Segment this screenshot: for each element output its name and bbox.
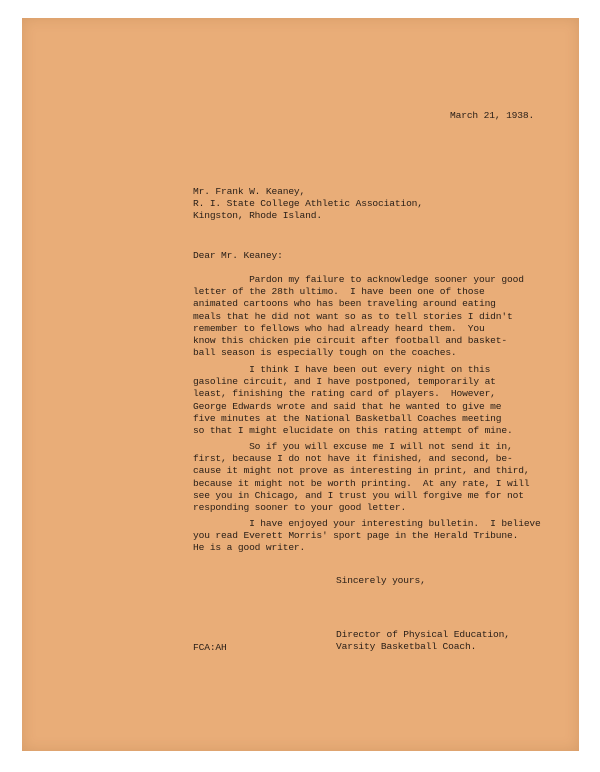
signature-title: Director of Physical Education, Varsity Basketball Coach. xyxy=(336,629,510,653)
body-paragraph-2: I think I have been out every night on this gasoline circuit, and I have postponed, temporarily at least, finishing the rating card of players. However, George Edwards wrote and said that he wanted to give me five minutes at the National Basketball Coaches meeting so that I might elucidate on this rating attempt of mine. xyxy=(193,364,513,437)
letter-sheet xyxy=(22,18,579,751)
salutation: Dear Mr. Keaney: xyxy=(193,250,283,261)
body-paragraph-1: Pardon my failure to acknowledge sooner your good letter of the 28th ultimo. I have been one of those animated cartoons who has been traveling around eating meals that he did not want so as to tell stories I didn't remember to fellows who had already heard them. You know this chicken pie circuit after football and basket- ball season is especially tough on the coaches. xyxy=(193,274,524,359)
body-paragraph-3: So if you will excuse me I will not send it in, first, because I do not have it finished, and second, be- cause it might not prove as interesting in print, and third, because it might not be worth printing. At any rate, I will see you in Chicago, and I trust you will forgive me for not responding sooner to your good letter. xyxy=(193,441,530,514)
complimentary-close: Sincerely yours, xyxy=(336,575,426,586)
body-paragraph-4: I have enjoyed your interesting bulletin. I believe you read Everett Morris' sport page in the Herald Tribune. He is a good writer. xyxy=(193,518,541,554)
recipient-address: Mr. Frank W. Keaney, R. I. State College Athletic Association, Kingston, Rhode Island. xyxy=(193,186,423,222)
reference-initials: FCA:AH xyxy=(193,642,227,653)
letter-date: March 21, 1938. xyxy=(450,110,535,121)
